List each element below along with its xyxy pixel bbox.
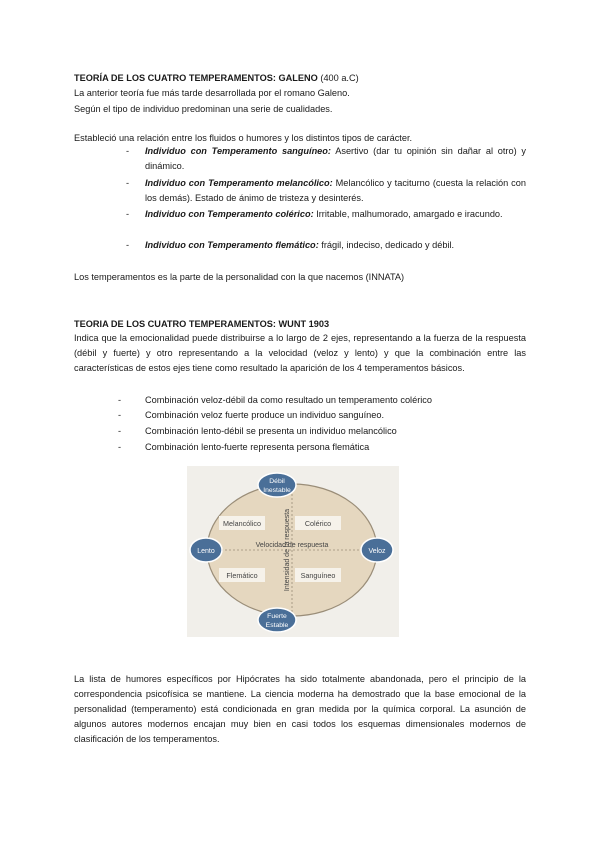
bullet-marker: - [126, 209, 130, 219]
bullet-text: Melancólico y taciturno (cuesta la relación con los demás). Estado de ánimo de tristeza y desinterés. [145, 178, 526, 203]
bullet-marker: - [118, 410, 122, 420]
bullet-term-sep: : [315, 240, 319, 250]
wunt-paragraph: Indica que la emocionalidad puede distribuirse a lo largo de 2 ejes, representando a la fuerza de la respuesta (débil y fuerte) y otro representando a la velocidad (veloz y lento) y que la combinación entre las características de estos ejes tiene como resultado la aparición de los 4 temperamentos básicos. [74, 333, 526, 373]
bullet-term-sep: : [329, 178, 333, 188]
axis-label-intensidad: Intensidad de la respuesta [284, 508, 291, 592]
galeno-heading-line [74, 72, 359, 84]
wunt-heading: TEORIA DE LOS CUATRO TEMPERAMENTOS: WUNT 1903 [74, 319, 330, 329]
bullet-marker: - [118, 395, 122, 405]
bullet-marker: - [126, 146, 130, 156]
node-lento-label: Lento [197, 548, 215, 555]
bullet-marker: - [118, 442, 122, 452]
conclusion-paragraph: La lista de humores específicos por Hipócrates ha sido totalmente abandonada, pero el principio de la correspondencia psicofísica se mantiene. La ciencia moderna ha demostrado que la base emocional de la personalidad (temperamento) está condicionada en gran medida por la química corporal. La asunción de algunos autores modernos encajan muy bien en casi todos los esquemas dimensionales modernos de clasificación de los temperamentos. [74, 674, 526, 744]
node-fuerte-line1: Fuerte [267, 613, 287, 620]
galeno-closing: Los temperamentos es la parte de la personalidad con la que nacemos (INNATA) [74, 272, 405, 282]
bullet-term-sep: : [310, 209, 314, 219]
bullet-text: Irritable, malhumorado, amargado e iracundo. [313, 209, 503, 219]
galeno-bullet-melancolico [145, 176, 526, 206]
galeno-line-2: Según el tipo de individuo predominan una serie de cualidades. [74, 104, 333, 114]
node-debil-line1: Débil [269, 478, 285, 485]
wunt-bullet: Combinación lento-fuerte representa persona flemática [145, 442, 370, 452]
wunt-bullet: Combinación lento-débil se presenta un individuo melancólico [145, 426, 397, 436]
bullet-text: frágil, indeciso, dedicado y débil. [318, 240, 455, 250]
bullet-term: Individuo con Temperamento colérico [145, 209, 311, 219]
quadrant-flematico: Flemático [226, 571, 258, 580]
node-fuerte-line2: Estable [265, 622, 289, 629]
wunt-bullet: Combinación veloz-débil da como resultado un temperamento colérico [145, 395, 433, 405]
bullet-marker: - [126, 178, 130, 188]
bullet-marker: - [118, 426, 122, 436]
wunt-bullet: Combinación veloz fuerte produce un individuo sanguíneo. [145, 410, 385, 420]
bullet-term: Individuo con Temperamento flemático [145, 240, 316, 250]
galeno-bullet-sanguineo [145, 144, 526, 174]
galeno-bullet-colerico [145, 207, 526, 222]
quadrant-sanguineo: Sanguíneo [300, 571, 336, 580]
galeno-line-1: La anterior teoría fue más tarde desarrollada por el romano Galeno. [74, 88, 350, 98]
bullet-term-sep: : [327, 146, 331, 156]
galeno-heading: TEORÍA DE LOS CUATRO TEMPERAMENTOS: GALENO [74, 73, 318, 83]
node-debil-line2: Inestable [263, 487, 291, 494]
bullet-marker: - [126, 240, 130, 250]
axis-label-velocidad: Velocidad de respuesta [255, 542, 329, 549]
bullet-term: Individuo con Temperamento sanguíneo [145, 146, 328, 156]
bullet-term: Individuo con Temperamento melancólico [145, 178, 330, 188]
temperament-diagram [187, 466, 399, 637]
bullet-text: Asertivo (dar tu opinión sin dañar al otro) y dinámico. [145, 146, 526, 171]
quadrant-colerico: Colérico [304, 519, 332, 528]
node-veloz-label: Veloz [368, 548, 386, 555]
galeno-heading-date: (400 a.C) [317, 73, 359, 83]
quadrant-melancolico: Melancólico [223, 519, 261, 528]
galeno-intro: Estableció una relación entre los fluidos o humores y los distintos tipos de carácter. [74, 133, 413, 143]
galeno-bullet-flematico [145, 238, 526, 253]
